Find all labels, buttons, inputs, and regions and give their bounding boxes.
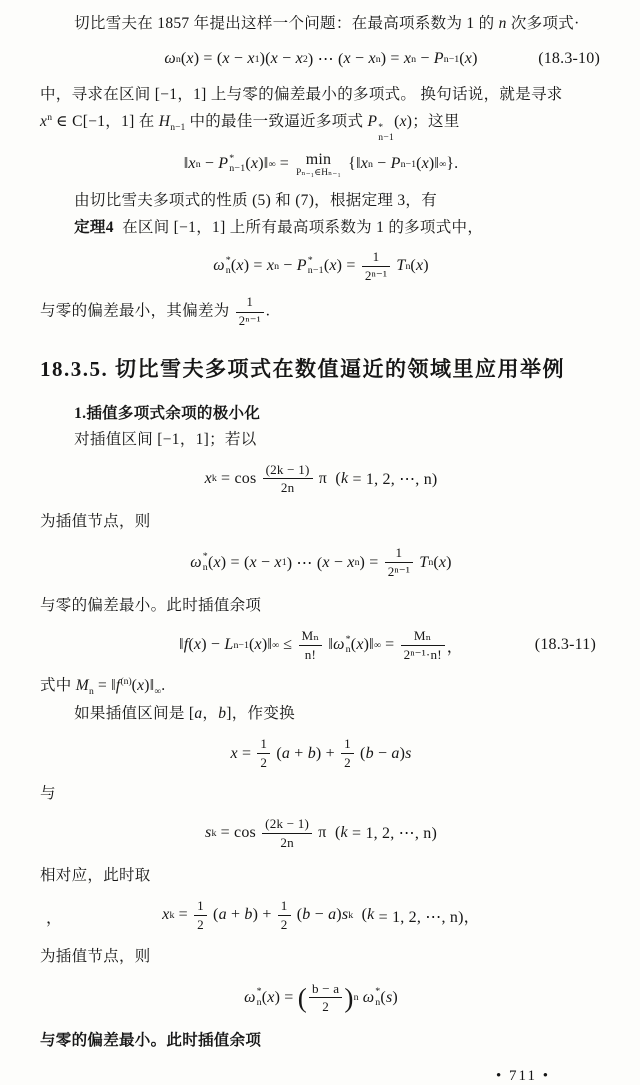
- page-number: • 711 •: [496, 1068, 550, 1085]
- formula-min-norm: [40, 149, 602, 179]
- paragraph-as-nodes: 为插值节点，则: [40, 513, 151, 531]
- formula-theorem-4: [40, 249, 602, 284]
- formula-body: ω * n ( x ) = x n − P * n−1 ( x ) = $\frac{1}{\text{2ⁿ⁻¹}}$ T n ( x ): [213, 248, 429, 283]
- formula-xk-transform: [40, 898, 602, 933]
- formula-remainder-bound: [40, 628, 602, 663]
- paragraph-interpolation-interval: 对插值区间 [−1，1]；若以: [74, 431, 257, 449]
- formula-omega-star: [40, 545, 602, 580]
- formula-omega-definition: [40, 44, 602, 74]
- section-heading-18-3-5: 18.3.5. 切比雪夫多项式在数值逼近的领域里应用举例: [40, 356, 565, 381]
- stray-comma-mark: ，: [46, 910, 63, 928]
- formula-body: ω * n ( x ) = ( x − x 1 ) ⋯ ( x − x n ) = $\frac{1}{\text{2ⁿ⁻¹}}$ T n ( x ): [190, 545, 452, 580]
- formula-omega-scaled: [40, 981, 602, 1016]
- formula-body: ‖ f ( x ) − L n−1 ( x )‖ ∞ ≤ $\frac{\text{Mₙ}}{n!}$ ‖ ω * n ( x )‖ ∞ = $\frac{\text{Mₙ}}{\text{2ⁿ⁻¹·n!}}$ ，: [179, 628, 463, 662]
- formula-chebyshev-nodes: [40, 462, 602, 497]
- equation-number-18-3-10: (18.3-10): [538, 50, 600, 68]
- subsection-heading-minimization: 1.插值多项式余项的极小化: [74, 405, 261, 423]
- paragraph-deviation: 与零的偏差最小，其偏差为 $\frac{1}{\text{2ⁿ⁻¹}}$ .: [40, 295, 271, 328]
- paragraph-best-approximation: $x^n$ ∈ C[−1，1] 在 $H_{n-1}$ 中的最佳一致逼近多项式 P * n−1 (x)；这里: [40, 111, 460, 144]
- paragraph-seek-interval: 中，寻求在区间 [−1，1] 上与零的偏差最小的多项式。 换句话说，就是寻求: [40, 86, 563, 104]
- paragraph-remainder-intro: 与零的偏差最小。此时插值余项: [40, 596, 262, 614]
- formula-body: ‖ x n − P * n−1 ( x )‖ ∞ = min Pₙ₋₁∈Hₙ₋₁ {‖ x n − P n−1 ( x )‖ ∞ }.: [183, 150, 459, 179]
- paragraph-intro: 切比雪夫在 1857 年提出这样一个问题：在最高项系数为 1 的 n 次多项式·: [74, 15, 580, 32]
- formula-variable-transform: [40, 736, 602, 771]
- equation-number-18-3-11: (18.3-11): [534, 636, 596, 654]
- paragraph-as-nodes-2: 为插值节点，则: [40, 948, 151, 966]
- formula-body: x k = $\frac{1}{2}$ ( a + b ) + $\frac{1}{2}$ ( b − a ) s k ( k = 1, 2, ⋯, n)，: [162, 897, 480, 932]
- paragraph-closing: 与零的偏差最小。此时插值余项: [40, 1032, 262, 1050]
- formula-body: x = $\frac{1}{2}$ ( a + b ) + $\frac{1}{2}$ ( b − a ) s: [230, 736, 412, 771]
- paragraph-mn-definition: 式中 $M_n$ = $‖f^{(n)}(x)‖_\infty$.: [40, 675, 166, 697]
- formula-body: ω * n ( x ) = ( $\frac{b - a}{2}$ ) n ω * n ( s ): [244, 980, 398, 1015]
- formula-body: s k = cos $\frac{(2k - 1)}{2n}$ π ( k = 1, 2, ⋯, n): [205, 816, 437, 850]
- formula-sk-nodes: [40, 816, 602, 851]
- formula-body: ω n ( x ) = ( x − x 1 )( x − x 2 ) ⋯ ( x − x n ) = x n − P n−1 ( x ): [164, 50, 478, 69]
- formula-body: x k = cos $\frac{(2k - 1)}{2n}$ π ( k = 1, 2, ⋯, n): [204, 461, 438, 496]
- paragraph-interval-ab: 如果插值区间是 [a，b]，作变换: [74, 705, 295, 723]
- paragraph-theorem-4: 定理4 在区间 [−1，1] 上所有最高项系数为 1 的多项式中，: [74, 218, 484, 236]
- paragraph-corresponding: 相对应，此时取: [40, 866, 151, 884]
- paragraph-and: 与: [40, 784, 56, 802]
- paragraph-properties: 由切比雪夫多项式的性质 (5) 和 (7)，根据定理 3，有: [74, 192, 437, 210]
